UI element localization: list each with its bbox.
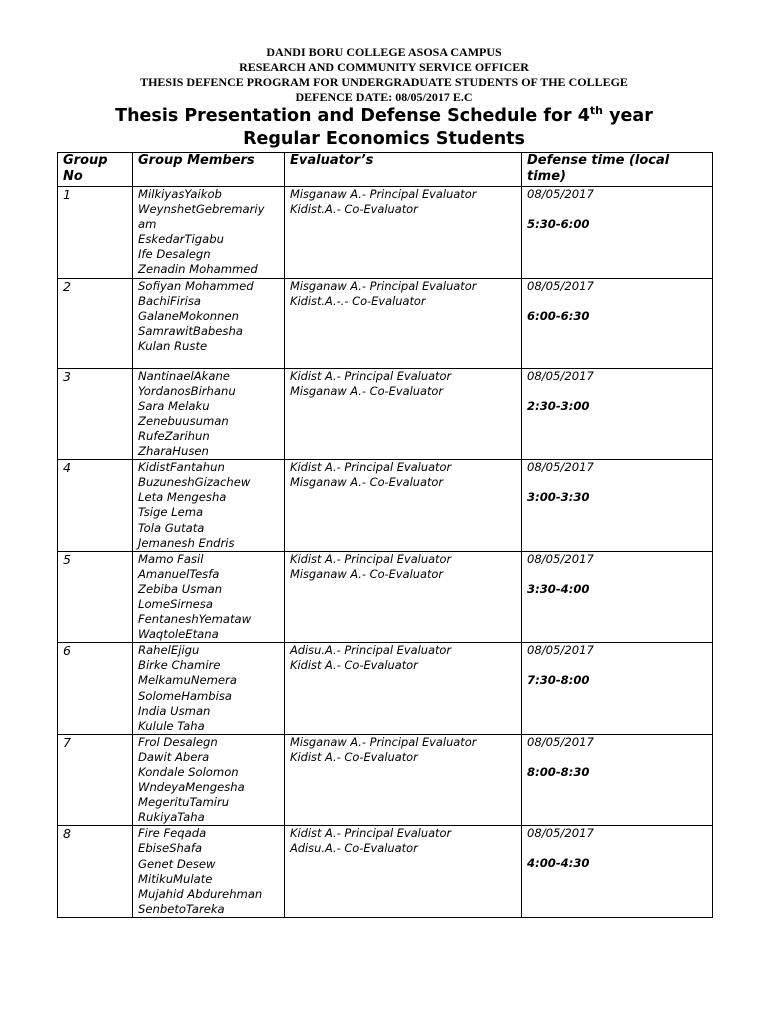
member-name: Frol Desalegn: [138, 734, 218, 749]
title-line-1: [0, 105, 768, 128]
member-name: Mamo Fasil: [138, 551, 204, 566]
header-defense-time: Defense time (local time): [522, 153, 713, 187]
member-name: India Usman: [138, 703, 211, 718]
spacer: [527, 750, 707, 765]
group-members-cell: [133, 643, 285, 735]
principal-evaluator: Misganaw A.- Principal Evaluator: [290, 278, 477, 293]
defense-date: 08/05/2017: [527, 368, 594, 383]
evaluators-cell: [285, 278, 522, 368]
evaluators-cell: [285, 460, 522, 552]
group-number: 7: [58, 734, 133, 826]
member-name: Birke Chamire: [138, 658, 221, 673]
member-name: Kulan Ruste: [138, 338, 208, 353]
principal-evaluator: Kidist A.- Principal Evaluator: [290, 551, 452, 566]
principal-evaluator: Kidist A.- Principal Evaluator: [290, 368, 452, 383]
member-name: ZharaHusen: [138, 444, 209, 459]
defense-date: 08/05/2017: [527, 551, 594, 566]
co-evaluator: Kidist.A.- Co-Evaluator: [290, 202, 418, 217]
defense-time-cell: [522, 278, 713, 368]
group-number: 8: [58, 826, 133, 918]
defense-time-cell: [522, 826, 713, 918]
defense-date: 08/05/2017: [527, 278, 594, 293]
member-name: SolomeHambisa: [138, 688, 233, 703]
co-evaluator: Kidist A.- Co-Evaluator: [290, 658, 418, 673]
member-name: WndeyaMengesha: [138, 780, 245, 795]
member-name: Dawit Abera: [138, 749, 210, 764]
defense-date: 08/05/2017: [527, 460, 594, 475]
member-name: BachiFirisa: [138, 293, 202, 308]
defense-time-slot: 8:00-8:30: [527, 764, 590, 779]
group-number: 3: [58, 368, 133, 460]
co-evaluator: Kidist.A.-.- Co-Evaluator: [290, 293, 426, 308]
member-name: Genet Desew: [138, 856, 216, 871]
spacer: [527, 384, 707, 399]
group-members-cell: [133, 460, 285, 552]
member-name: EskedarTigabu: [138, 232, 224, 247]
group-members-cell: [133, 734, 285, 826]
table-row: [58, 460, 713, 552]
defense-time-slot: 2:30-3:00: [527, 398, 590, 413]
member-name: Zebiba Usman: [138, 581, 223, 596]
co-evaluator: Adisu.A.- Co-Evaluator: [290, 841, 418, 856]
defense-date: 08/05/2017: [527, 187, 594, 201]
defense-time-cell: [522, 460, 713, 552]
member-name: LomeSirnesa: [138, 596, 213, 611]
defense-time-slot: 5:30-6:00: [527, 217, 590, 232]
member-name: Tsige Lema: [138, 505, 204, 520]
evaluators-cell: [285, 187, 522, 279]
member-name: EbiseShafa: [138, 841, 203, 856]
defence-date: DEFENCE DATE: 08/05/2017 E.C: [295, 90, 473, 104]
page-title: [0, 105, 768, 151]
document-header: [0, 45, 768, 105]
member-name: FentaneshYemataw: [138, 612, 252, 627]
member-name: RahelEjigu: [138, 643, 200, 658]
group-number: 5: [58, 551, 133, 643]
member-name: AmanuelTesfa: [138, 566, 220, 581]
member-name: RukiyaTaha: [138, 810, 205, 825]
spacer: [527, 567, 707, 582]
defense-time-slot: 6:00-6:30: [527, 308, 590, 323]
table-row: [58, 278, 713, 368]
principal-evaluator: Kidist A.- Principal Evaluator: [290, 460, 452, 475]
title-part-2: year: [603, 106, 653, 126]
defense-date: 08/05/2017: [527, 734, 594, 749]
evaluators-cell: [285, 734, 522, 826]
group-number: 2: [58, 278, 133, 368]
member-name: BuzuneshGizachew: [138, 475, 251, 490]
header-group-no: Group No: [58, 153, 133, 187]
schedule-body: [58, 187, 713, 918]
spacer: [527, 294, 707, 309]
table-row: [58, 187, 713, 279]
defense-time-cell: [522, 551, 713, 643]
member-name: am: [138, 217, 157, 232]
member-name: Tola Gutata: [138, 520, 205, 535]
group-number: 6: [58, 643, 133, 735]
member-name: Leta Mengesha: [138, 490, 227, 505]
defense-time-slot: 3:00-3:30: [527, 490, 590, 505]
evaluators-cell: [285, 368, 522, 460]
member-name: Sofiyan Mohammed: [138, 278, 254, 293]
spacer: [527, 658, 707, 673]
table-row: [58, 734, 713, 826]
member-name: KidistFantahun: [138, 460, 225, 475]
member-name: YordanosBirhanu: [138, 383, 236, 398]
evaluators-cell: [285, 551, 522, 643]
member-name: NantinaelAkane: [138, 368, 230, 383]
member-name: Jemanesh Endris: [138, 535, 235, 550]
program-name: THESIS DEFENCE PROGRAM FOR UNDERGRADUATE STUDENTS OF THE COLLEGE: [140, 75, 628, 89]
defense-time-cell: [522, 187, 713, 279]
member-name: SamrawitBabesha: [138, 323, 243, 338]
co-evaluator: Misganaw A.- Co-Evaluator: [290, 383, 444, 398]
co-evaluator: Misganaw A.- Co-Evaluator: [290, 475, 444, 490]
table-row: [58, 826, 713, 918]
member-name: MitikuMulate: [138, 871, 213, 886]
defense-date: 08/05/2017: [527, 826, 594, 841]
defense-time-slot: 7:30-8:00: [527, 673, 590, 688]
group-members-cell: [133, 368, 285, 460]
spacer: [527, 202, 707, 217]
defense-date: 08/05/2017: [527, 643, 594, 658]
group-number: 1: [58, 187, 133, 279]
member-name: RufeZarihun: [138, 428, 210, 443]
member-name: MelkamuNemera: [138, 673, 237, 688]
defense-time-cell: [522, 734, 713, 826]
table-row: [58, 643, 713, 735]
principal-evaluator: Adisu.A.- Principal Evaluator: [290, 643, 452, 658]
office-name: RESEARCH AND COMMUNITY SERVICE OFFICER: [239, 60, 529, 74]
title-line-2: Regular Economics Students: [243, 129, 525, 149]
co-evaluator: Kidist A.- Co-Evaluator: [290, 749, 418, 764]
member-name: Zenadin Mohammed: [138, 262, 258, 277]
header-group-members: Group Members: [133, 153, 285, 187]
table-row: [58, 368, 713, 460]
member-name: MegerituTamiru: [138, 795, 230, 810]
member-name: Fire Feqada: [138, 826, 207, 841]
defense-time-slot: 4:00-4:30: [527, 856, 590, 871]
spacer: [527, 475, 707, 490]
member-name: Zenebuusuman: [138, 413, 229, 428]
table-row: [58, 551, 713, 643]
member-name: WaqtoleEtana: [138, 627, 219, 642]
group-number: 4: [58, 460, 133, 552]
group-members-cell: [133, 278, 285, 368]
spacer: [527, 841, 707, 856]
member-name: Mujahid Abdurehman: [138, 886, 263, 901]
group-members-cell: [133, 551, 285, 643]
schedule-table: [57, 152, 713, 918]
member-name: WeynshetGebremariy: [138, 202, 265, 217]
principal-evaluator: Misganaw A.- Principal Evaluator: [290, 187, 477, 201]
member-name: MilkiyasYaikob: [138, 187, 222, 201]
group-members-cell: [133, 187, 285, 279]
principal-evaluator: Kidist A.- Principal Evaluator: [290, 826, 452, 841]
title-part-1: Thesis Presentation and Defense Schedule for 4: [115, 106, 590, 126]
member-name: Sara Melaku: [138, 398, 210, 413]
header-evaluators: Evaluator’s: [285, 153, 522, 187]
member-name: Kondale Solomon: [138, 765, 239, 779]
defense-time-slot: 3:30-4:00: [527, 581, 590, 596]
principal-evaluator: Misganaw A.- Principal Evaluator: [290, 734, 477, 749]
member-name: Kulule Taha: [138, 718, 205, 733]
defense-time-cell: [522, 368, 713, 460]
evaluators-cell: [285, 826, 522, 918]
group-members-cell: [133, 826, 285, 918]
evaluators-cell: [285, 643, 522, 735]
member-name: SenbetoTareka: [138, 901, 225, 916]
member-name: Ife Desalegn: [138, 247, 211, 262]
co-evaluator: Misganaw A.- Co-Evaluator: [290, 566, 444, 581]
defense-time-cell: [522, 643, 713, 735]
college-name: DANDI BORU COLLEGE ASOSA CAMPUS: [266, 45, 502, 59]
title-superscript: th: [589, 104, 604, 118]
table-header-row: [58, 153, 713, 187]
member-name: GalaneMokonnen: [138, 308, 239, 323]
